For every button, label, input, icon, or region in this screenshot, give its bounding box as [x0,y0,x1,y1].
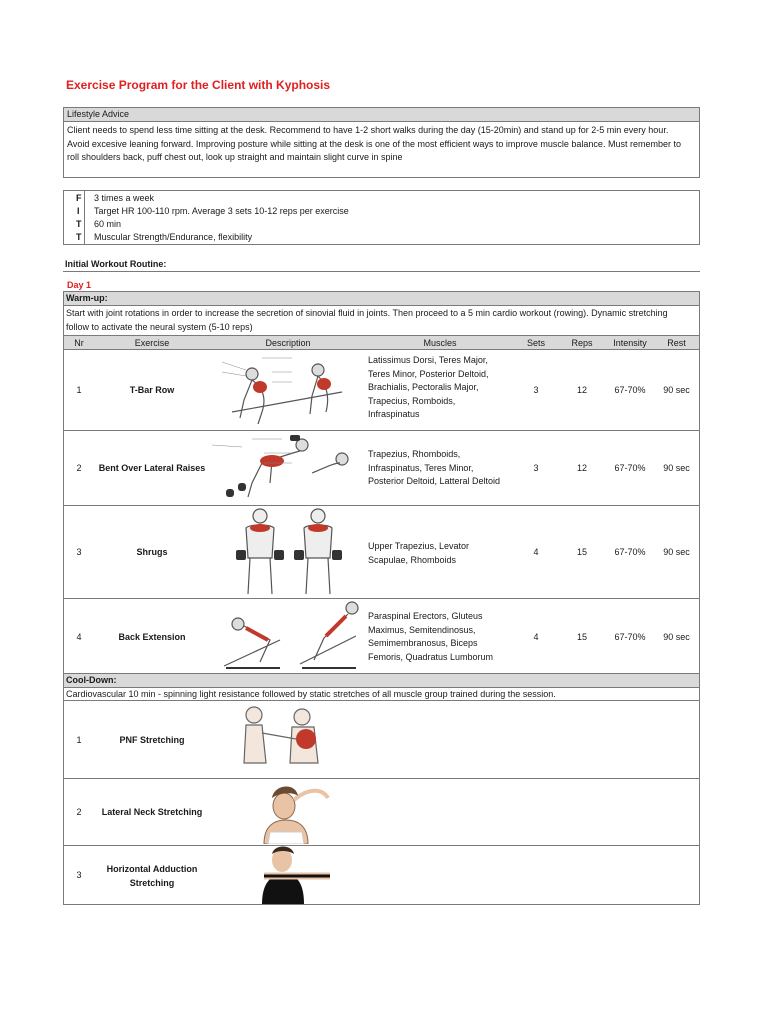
back-extension-illustration [220,600,362,672]
muscle-line: Latissimus Dorsi, Teres Major, [368,355,488,365]
muscle-line: Paraspinal Erectors, Gluteus [368,611,483,621]
muscle-line: Scapulae, Rhomboids [368,554,457,565]
col-header-exercise: Exercise [134,338,170,348]
horizontal-adduction-stretching-illustration [238,846,342,904]
exercise-intensity: 67-70% [614,385,646,395]
muscle-line: Trapecius, Romboids, [368,395,456,406]
lifestyle-advice-header: Lifestyle Advice [64,108,699,122]
exercise-name: Shrugs [136,547,168,557]
lifestyle-line: Avoid excesive leaning forward. Improving posture while sitting at the desk is one of the most efficient ways to improve muscle balance. Must remember to [67,138,681,149]
fitt-row [64,205,694,218]
stretch-name: PNF Stretching [119,735,185,745]
col-header-reps: Reps [571,338,593,348]
fitt-row [64,218,694,231]
exercise-rest: 90 sec [663,385,690,395]
col-header-nr: Nr [74,338,84,348]
divider [63,349,700,350]
col-header-sets: Sets [526,338,545,348]
col-header-rest: Rest [667,338,686,348]
col-header-description: Description [265,338,311,348]
exercise-reps: 15 [576,632,587,642]
divider [63,505,700,506]
fitt-letter: F [76,193,82,203]
fitt-value: 60 min [94,219,122,229]
warmup-line: Start with joint rotations in order to increase the secretion of sinovial fluid in joints. Then proceed to a 5 min cardio workout (rowing). Dynamic stretching [66,308,668,318]
exercise-sets: 4 [533,547,539,557]
bent-over-lateral-raises-illustration [212,433,362,501]
cooldown-header [64,674,699,687]
muscle-line: Brachialis, Pectoralis Major, [368,382,479,393]
stretch-name [94,862,210,890]
divider [63,778,700,779]
exercise-intensity: 67-70% [614,547,646,557]
stretch-name-line: Stretching [129,878,175,888]
col-header-intensity: Intensity [613,338,647,348]
exercise-reps: 12 [576,463,587,473]
exercise-name: Back Extension [118,632,186,642]
stretch-name-line: Horizontal Adduction [106,864,198,874]
divider [63,305,700,306]
muscle-line: Teres Minor, Posterior Deltoid, [368,368,489,379]
exercise-nr: 3 [76,547,82,557]
col-header-muscles: Muscles [423,338,457,348]
muscle-line: Maximus, Semitendinosus, [368,624,476,635]
exercise-sets: 3 [533,385,539,395]
initial-routine-label: Initial Workout Routine: [65,259,167,269]
shrugs-illustration [228,506,352,598]
exercise-muscles [368,448,518,489]
muscle-line: Posterior Deltoid, Latteral Deltoid [368,476,501,487]
stretch-name: Lateral Neck Stretching [101,807,203,817]
lifestyle-line: Client needs to spend less time sitting at the desk. Recommend to have 1-2 short walks during the day (15-20min) and stand up for 2-5 min every hour. [67,125,669,135]
stretch-nr: 2 [76,807,82,817]
stretch-nr: 3 [76,870,82,880]
warmup-header [64,292,699,305]
fitt-value: 3 times a week [94,193,155,203]
warmup-line: follow to activate the neural system (5-10 reps) [66,321,253,332]
exercise-muscles [368,354,518,422]
fitt-row [64,231,694,244]
lifestyle-line: roll shoulders back, puff chest out, look up straight and maintain slight curve in spine [67,152,403,163]
exercise-name: Bent Over Lateral Raises [98,463,206,473]
divider [63,687,700,688]
exercise-reps: 12 [576,385,587,395]
fitt-value: Target HR 100-110 rpm. Average 3 sets 10-12 reps per exercise [94,206,349,216]
exercise-rest: 90 sec [663,463,690,473]
lifestyle-advice-text [64,122,699,167]
exercise-muscles [368,610,518,664]
cooldown-label: Cool-Down: [66,675,117,685]
day-label: Day 1 [67,280,92,290]
lateral-neck-stretching-illustration [234,780,338,844]
exercise-nr: 2 [76,463,82,473]
muscle-line: Infraspinatus [368,409,420,420]
exercise-rest: 90 sec [663,632,690,642]
exercise-rest: 90 sec [663,547,690,557]
muscle-line: Semimembranosus, Biceps [368,638,478,649]
fitt-row [64,192,694,205]
exercise-nr: 1 [76,385,82,395]
divider [63,845,700,846]
page-title: Exercise Program for the Client with Kyphosis [66,78,331,92]
divider [63,430,700,431]
stretch-nr: 1 [76,735,82,745]
muscle-line: Infraspinatus, Teres Minor, [368,462,474,473]
divider [63,598,700,599]
lifestyle-advice-box [63,107,700,178]
exercise-name: T-Bar Row [129,385,175,395]
exercise-muscles [368,540,518,567]
exercise-sets: 3 [533,463,539,473]
exercise-sets: 4 [533,632,539,642]
muscle-line: Femoris, Quadratus Lumborum [368,651,494,662]
warmup-label: Warm-up: [66,293,108,303]
fitt-box [63,190,700,245]
divider [63,700,700,701]
fitt-letter: T [76,219,82,229]
muscle-line: Upper Trapezius, Levator [368,541,470,551]
pnf-stretching-illustration [232,703,328,775]
fitt-letter: T [76,232,82,242]
exercise-intensity: 67-70% [614,463,646,473]
exercise-reps: 15 [576,547,587,557]
exercise-nr: 4 [76,632,82,642]
cooldown-text: Cardiovascular 10 min - spinning light resistance followed by static stretches of all muscle group trained during the session. [66,689,556,699]
divider [63,271,700,272]
fitt-letter: I [77,206,80,216]
exercise-intensity: 67-70% [614,632,646,642]
t-bar-row-illustration [222,352,362,428]
muscle-line: Trapezius, Rhomboids, [368,449,461,459]
fitt-value: Muscular Strength/Endurance, flexibility [94,232,253,242]
warmup-text [66,307,668,334]
